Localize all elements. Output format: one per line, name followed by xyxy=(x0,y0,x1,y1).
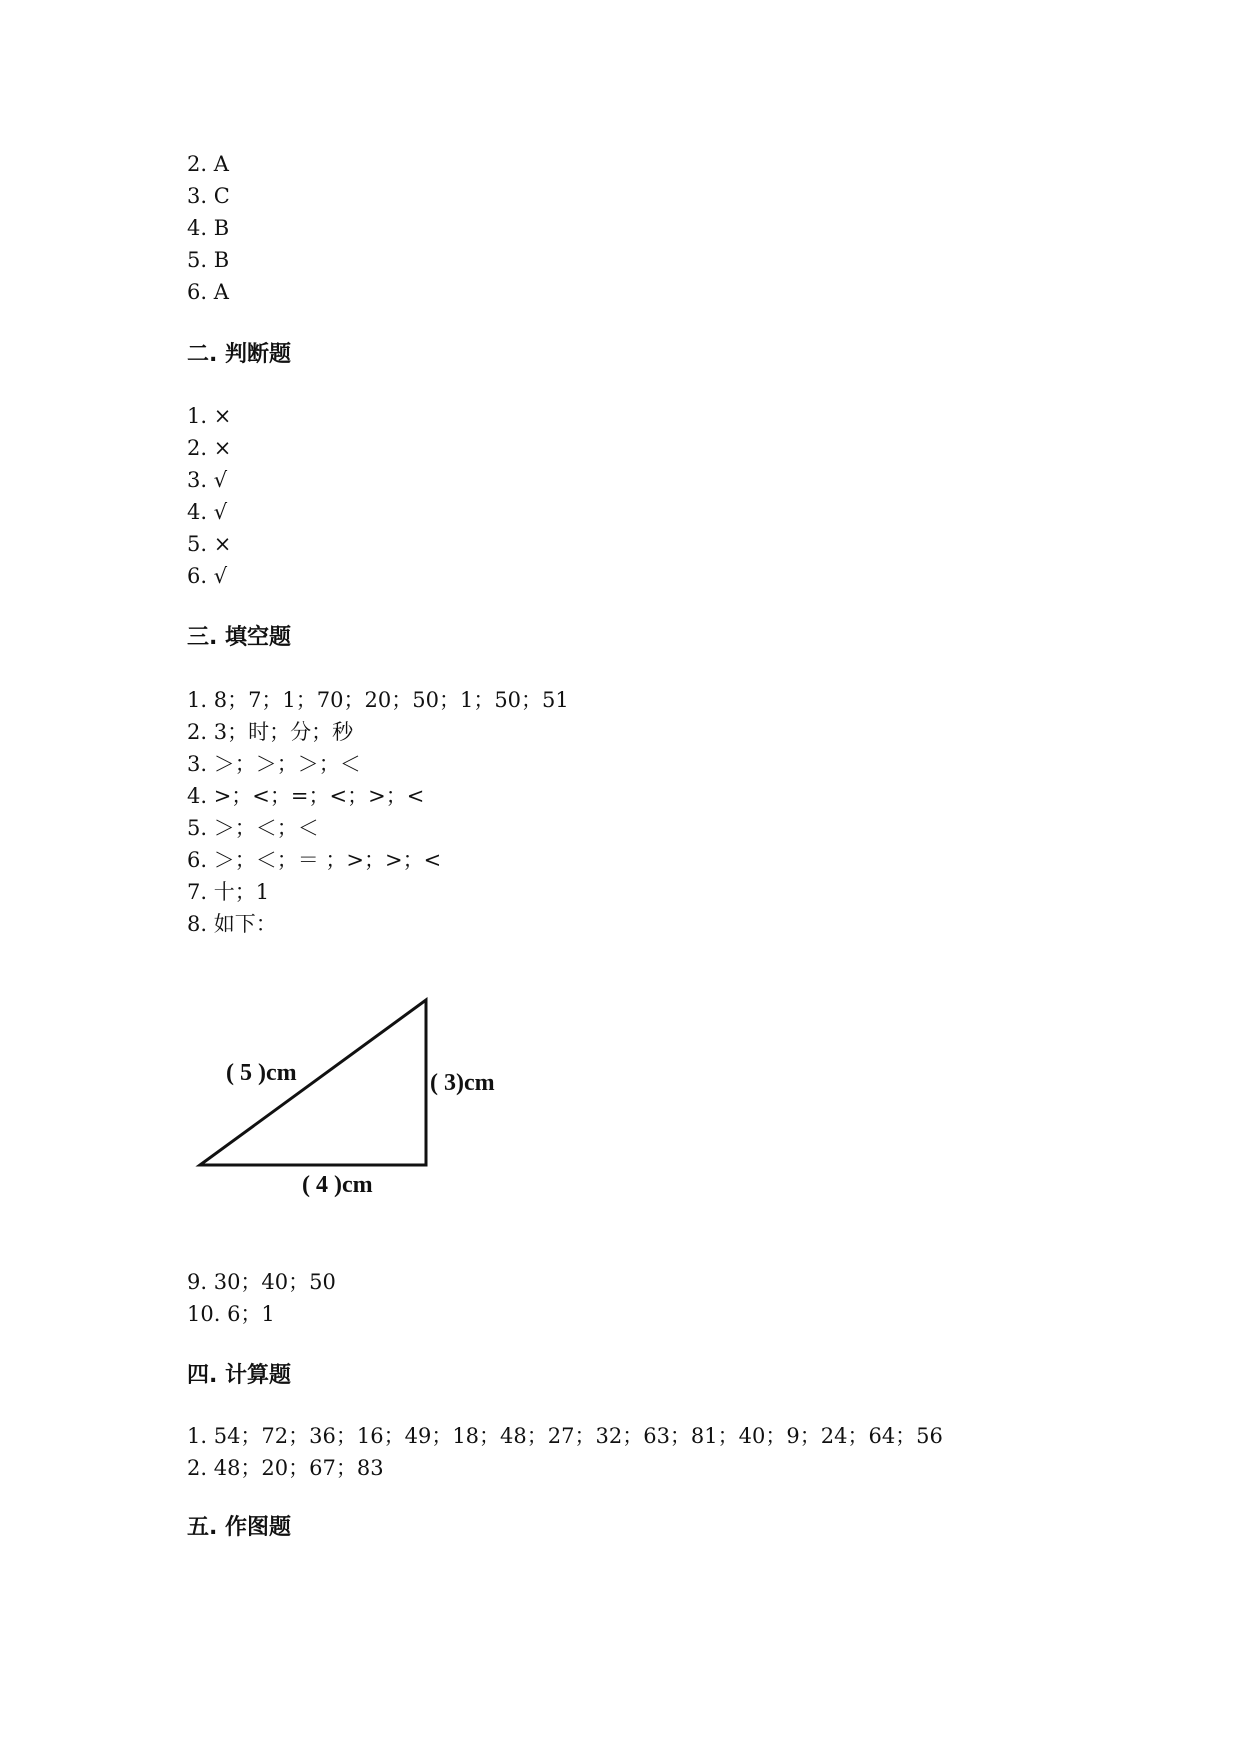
answer-item: 5. B xyxy=(187,248,230,272)
base-side-label: ( 4 )cm xyxy=(302,1172,373,1198)
answer-item: 3. √ xyxy=(187,468,228,492)
answer-item: 5. ＞；＜；＜ xyxy=(187,816,319,840)
answer-item: 1. 54；72；36；16；49；18；48；27；32；63；81；40；9；24；64；56 xyxy=(187,1424,943,1448)
answer-item: 9. 30；40；50 xyxy=(187,1270,336,1294)
answer-item: 3. ＞；＞；＞；＜ xyxy=(187,752,361,776)
answer-item: 1. × xyxy=(187,404,232,428)
section-heading-fill-blank: 三. 填空题 xyxy=(187,625,292,650)
answer-item: 3. C xyxy=(187,184,230,208)
answer-item: 6. √ xyxy=(187,564,228,588)
answer-item: 6. A xyxy=(187,280,229,304)
answer-item: 2. 3；时；分；秒 xyxy=(187,720,354,744)
answer-item: 2. 48；20；67；83 xyxy=(187,1456,384,1480)
answer-item: 4. √ xyxy=(187,500,228,524)
answer-item: 4. >；<；=；<；>；< xyxy=(187,784,425,808)
answer-item: 6. ＞；＜；＝ ；>；>；< xyxy=(187,848,442,872)
right-triangle-figure xyxy=(190,990,530,1215)
section-heading-judgement: 二. 判断题 xyxy=(187,342,292,367)
answer-item: 7. 十；1 xyxy=(187,880,270,904)
answer-item: 1. 8；7；1；70；20；50；1；50；51 xyxy=(187,688,569,712)
hypotenuse-label: ( 5 )cm xyxy=(226,1060,297,1086)
answer-item: 5. × xyxy=(187,532,232,556)
section-heading-drawing: 五. 作图题 xyxy=(187,1515,292,1540)
answer-item: 4. B xyxy=(187,216,230,240)
answer-item: 2. × xyxy=(187,436,232,460)
vertical-side-label: ( 3)cm xyxy=(430,1070,495,1096)
answer-item: 10. 6；1 xyxy=(187,1302,275,1326)
section-heading-calculation: 四. 计算题 xyxy=(187,1363,292,1388)
answer-item: 2. A xyxy=(187,152,229,176)
answer-item: 8. 如下： xyxy=(187,912,277,936)
